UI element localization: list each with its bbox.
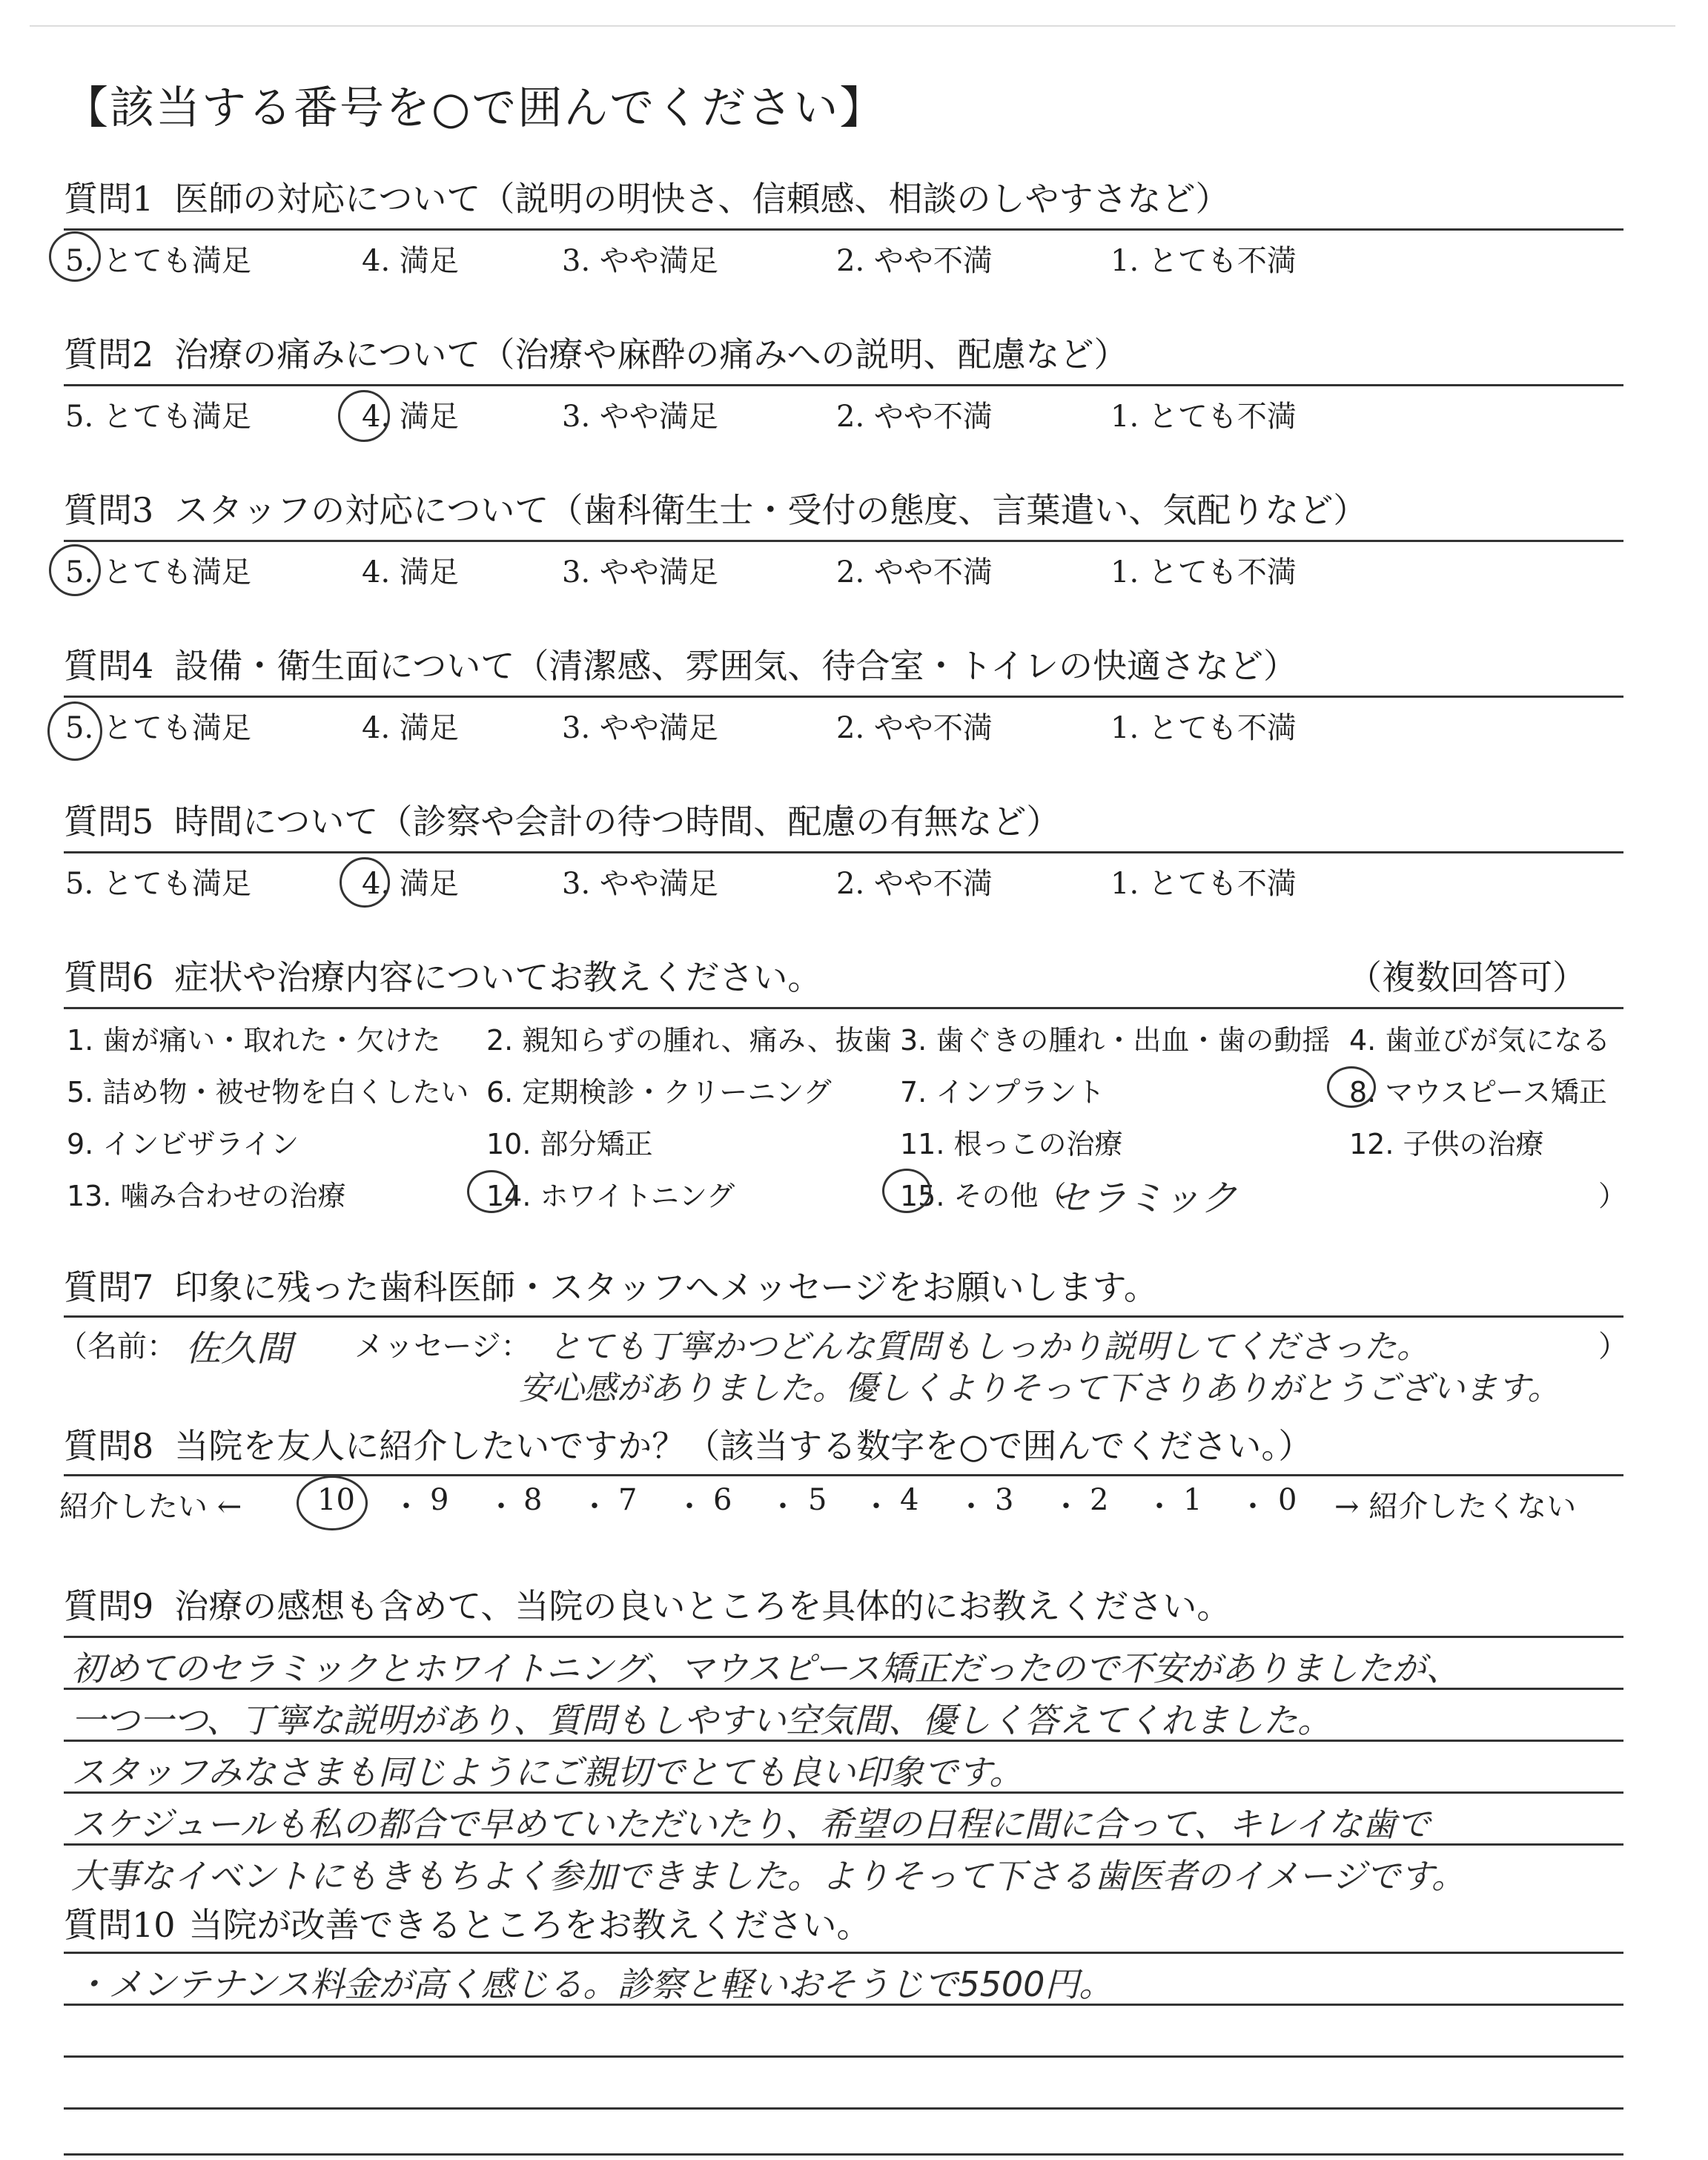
- q10-line-1: ・メンテナンス料金が高く感じる。診察と軽いおそうじで5500円。: [74, 1964, 1113, 2004]
- q8-sep: ・: [768, 1490, 798, 1524]
- question-6-header: [64, 951, 821, 1000]
- q8-scale-5[interactable]: 5: [808, 1483, 827, 1517]
- question-2-rule: [64, 384, 1623, 386]
- q4-option-1[interactable]: 1. とても不満: [1110, 711, 1297, 745]
- q5-selection-circle: [340, 857, 390, 908]
- question-4-label: 質問4: [64, 646, 154, 686]
- question-7-rule: [64, 1315, 1623, 1318]
- q1-option-4[interactable]: 4. 満足: [362, 244, 459, 278]
- question-1-text: 医師の対応について（説明の明快さ、信頼感、相談のしやすさなど）: [174, 179, 1230, 219]
- question-1-rule: [64, 228, 1623, 231]
- q6-other-close-paren: ）: [1598, 1180, 1627, 1212]
- q5-option-1[interactable]: 1. とても不満: [1110, 867, 1297, 901]
- q1-option-5[interactable]: 5. とても満足: [65, 244, 251, 278]
- question-10-label: 質問10: [64, 1905, 176, 1945]
- q3-option-4[interactable]: 4. 満足: [362, 555, 459, 589]
- question-1-label: 質問1: [64, 179, 154, 219]
- question-6-label: 質問6: [64, 957, 154, 997]
- q9-line-5: 大事なイベントにもきもちよく参加できました。よりそって下さる歯医者のイメージです。: [71, 1856, 1466, 1896]
- q6-item-10[interactable]: 10. 部分矯正: [486, 1128, 653, 1160]
- q3-option-2[interactable]: 2. やや不満: [836, 555, 993, 589]
- q8-scale-1[interactable]: 1: [1183, 1483, 1202, 1517]
- q8-scale-7[interactable]: 7: [618, 1483, 638, 1517]
- q6-circle-15: [882, 1169, 931, 1213]
- q2-option-5[interactable]: 5. とても満足: [65, 400, 251, 434]
- q10-rule-0: [64, 1952, 1623, 1954]
- q6-item-2[interactable]: 2. 親知らずの腫れ、痛み、抜歯: [486, 1024, 892, 1057]
- q6-other-answer: セラミック: [1053, 1177, 1237, 1220]
- question-2-text: 治療の痛みについて（治療や麻酔の痛みへの説明、配慮など）: [174, 334, 1128, 374]
- q10-rule-3: [64, 2107, 1623, 2110]
- q3-option-3[interactable]: 3. やや満足: [562, 555, 718, 589]
- q8-sep: ・: [1051, 1490, 1081, 1524]
- q2-option-1[interactable]: 1. とても不満: [1110, 400, 1297, 434]
- q8-scale-6[interactable]: 6: [713, 1483, 732, 1517]
- question-6-rule: [64, 1007, 1623, 1009]
- question-5-text: 時間について（診察や会計の待つ時間、配慮の有無など）: [174, 802, 1061, 842]
- q8-scale-3[interactable]: 3: [995, 1483, 1014, 1517]
- q8-left-label: 紹介したい ←: [59, 1490, 242, 1524]
- q7-close-paren: ）: [1598, 1330, 1628, 1364]
- q8-sep: ・: [861, 1490, 891, 1524]
- q9-rule-0: [64, 1636, 1623, 1638]
- top-border: [30, 25, 1675, 27]
- question-9-label: 質問9: [64, 1586, 154, 1626]
- q6-item-4[interactable]: 4. 歯並びが気になる: [1349, 1024, 1611, 1057]
- q8-scale-8[interactable]: 8: [523, 1483, 543, 1517]
- q8-right-label: → 紹介したくない: [1334, 1490, 1577, 1524]
- q6-item-12[interactable]: 12. 子供の治療: [1349, 1128, 1544, 1160]
- q5-option-3[interactable]: 3. やや満足: [562, 867, 718, 901]
- question-3-header: [64, 483, 1367, 532]
- q9-line-3: スタッフみなさまも同じようにご親切でとても良い印象です。: [71, 1752, 1024, 1792]
- question-5-rule: [64, 851, 1623, 853]
- q8-sep: ・: [956, 1490, 986, 1524]
- q10-rule-2: [64, 2055, 1623, 2058]
- q4-selection-circle: [47, 701, 102, 761]
- q9-rule-1: [64, 1688, 1623, 1690]
- question-6-text: 症状や治療内容についてお教えください。: [174, 957, 822, 997]
- q7-name-label: （名前：: [58, 1330, 176, 1364]
- question-10-text: 当院が改善できるところをお教えください。: [188, 1905, 871, 1945]
- q2-selection-circle: [338, 390, 390, 442]
- q6-item-13[interactable]: 13. 噛み合わせの治療: [67, 1180, 346, 1212]
- q5-option-5[interactable]: 5. とても満足: [65, 867, 251, 901]
- q8-sep: ・: [580, 1490, 609, 1524]
- q10-rule-1: [64, 2004, 1623, 2006]
- question-2-header: [64, 328, 1128, 377]
- q2-option-4[interactable]: 4. 満足: [362, 400, 459, 434]
- question-8-text: 当院を友人に紹介したいですか？（該当する数字を○で囲んでください。）: [174, 1426, 1313, 1466]
- q8-sep: ・: [391, 1490, 421, 1524]
- question-8-header: [64, 1419, 1312, 1468]
- q8-sep: ・: [1145, 1490, 1174, 1524]
- q6-circle-8: [1327, 1066, 1376, 1108]
- q9-line-1: 初めてのセラミックとホワイトニング、マウスピース矯正だったので不安がありましたが、: [71, 1648, 1460, 1688]
- q4-option-4[interactable]: 4. 満足: [362, 711, 459, 745]
- question-10-header: [64, 1898, 871, 1947]
- q6-item-14[interactable]: 14. ホワイトニング: [486, 1180, 735, 1212]
- q6-item-11[interactable]: 11. 根っこの治療: [900, 1128, 1123, 1160]
- q3-option-1[interactable]: 1. とても不満: [1110, 555, 1297, 589]
- q5-option-4[interactable]: 4. 満足: [362, 867, 459, 901]
- q8-sep: ・: [1238, 1490, 1268, 1524]
- q8-selection-circle: [297, 1476, 368, 1530]
- q3-option-5[interactable]: 5. とても満足: [65, 555, 251, 589]
- q3-selection-circle: [49, 544, 101, 596]
- q1-option-2[interactable]: 2. やや不満: [836, 244, 993, 278]
- question-3-rule: [64, 540, 1623, 542]
- q8-scale-2[interactable]: 2: [1090, 1483, 1109, 1517]
- q9-rule-3: [64, 1791, 1623, 1794]
- question-4-rule: [64, 696, 1623, 698]
- question-7-text: 印象に残った歯科医師・スタッフへメッセージをお願いします。: [174, 1267, 1158, 1307]
- q6-circle-14: [467, 1170, 516, 1213]
- q2-option-2[interactable]: 2. やや不満: [836, 400, 993, 434]
- question-7-header: [64, 1261, 1158, 1309]
- q6-item-8[interactable]: 8. マウスピース矯正: [1349, 1076, 1607, 1109]
- question-5-header: [64, 795, 1060, 844]
- q6-item-15[interactable]: 15. その他（: [900, 1180, 1067, 1212]
- q8-scale-10[interactable]: 10: [317, 1483, 355, 1517]
- q2-option-3[interactable]: 3. やや満足: [562, 400, 718, 434]
- q9-line-4: スケジュールも私の都合で早めていただいたり、希望の日程に間に合って、キレイな歯で: [71, 1804, 1431, 1844]
- q4-option-3[interactable]: 3. やや満足: [562, 711, 718, 745]
- q9-rule-4: [64, 1843, 1623, 1846]
- q6-item-7[interactable]: 7. インプラント: [900, 1076, 1105, 1109]
- question-8-label: 質問8: [64, 1426, 154, 1466]
- question-7-label: 質問7: [64, 1267, 154, 1307]
- q8-scale-9[interactable]: 9: [430, 1483, 449, 1517]
- q9-line-2: 一つ一つ、丁寧な説明があり、質問もしやすい空気間、優しく答えてくれました。: [71, 1700, 1332, 1740]
- q6-item-5[interactable]: 5. 詰め物・被せ物を白くしたい: [67, 1076, 469, 1109]
- q8-scale-0[interactable]: 0: [1278, 1483, 1297, 1517]
- question-9-text: 治療の感想も含めて、当院の良いところを具体的にお教えください。: [174, 1586, 1231, 1626]
- q10-rule-4: [64, 2153, 1623, 2156]
- q4-option-5[interactable]: 5. とても満足: [65, 711, 251, 745]
- q5-option-2[interactable]: 2. やや不満: [836, 867, 993, 901]
- question-1-header: [64, 172, 1230, 221]
- question-5-label: 質問5: [64, 802, 154, 842]
- q1-option-1[interactable]: 1. とても不満: [1110, 244, 1297, 278]
- question-2-label: 質問2: [64, 334, 154, 374]
- q4-option-2[interactable]: 2. やや不満: [836, 711, 993, 745]
- question-4-text: 設備・衛生面について（清潔感、雰囲気、待合室・トイレの快適さなど）: [174, 646, 1298, 686]
- question-9-header: [64, 1579, 1231, 1628]
- q6-item-6[interactable]: 6. 定期検診・クリーニング: [486, 1076, 832, 1109]
- question-4-header: [64, 639, 1297, 688]
- q7-message-line2: 安心感がありました。優しくよりそって下さりありがとうございます。: [519, 1370, 1560, 1407]
- question-6-note: （複数回答可）: [1348, 957, 1586, 997]
- q6-item-3[interactable]: 3. 歯ぐきの腫れ・出血・歯の動揺: [900, 1024, 1331, 1057]
- page-title: 【該当する番号を○で囲んでください】: [64, 82, 886, 134]
- q9-rule-2: [64, 1740, 1623, 1742]
- q7-message-label: メッセージ：: [354, 1330, 531, 1364]
- q6-item-9[interactable]: 9. インビザライン: [67, 1128, 299, 1160]
- q8-sep: ・: [486, 1490, 516, 1524]
- q1-selection-circle: [49, 231, 101, 282]
- q6-item-1[interactable]: 1. 歯が痛い・取れた・欠けた: [67, 1024, 441, 1057]
- q8-scale-4[interactable]: 4: [900, 1483, 919, 1517]
- question-3-text: スタッフの対応について（歯科衛生士・受付の態度、言葉遣い、気配りなど）: [174, 490, 1368, 530]
- q7-message-line1: とても丁寧かつどんな質問もしっかり説明してくださった。: [549, 1328, 1429, 1366]
- q7-name-value: 佐久間: [185, 1328, 293, 1370]
- q8-sep: ・: [675, 1490, 704, 1524]
- q1-option-3[interactable]: 3. やや満足: [562, 244, 718, 278]
- question-3-label: 質問3: [64, 490, 154, 530]
- question-8-rule: [64, 1474, 1623, 1476]
